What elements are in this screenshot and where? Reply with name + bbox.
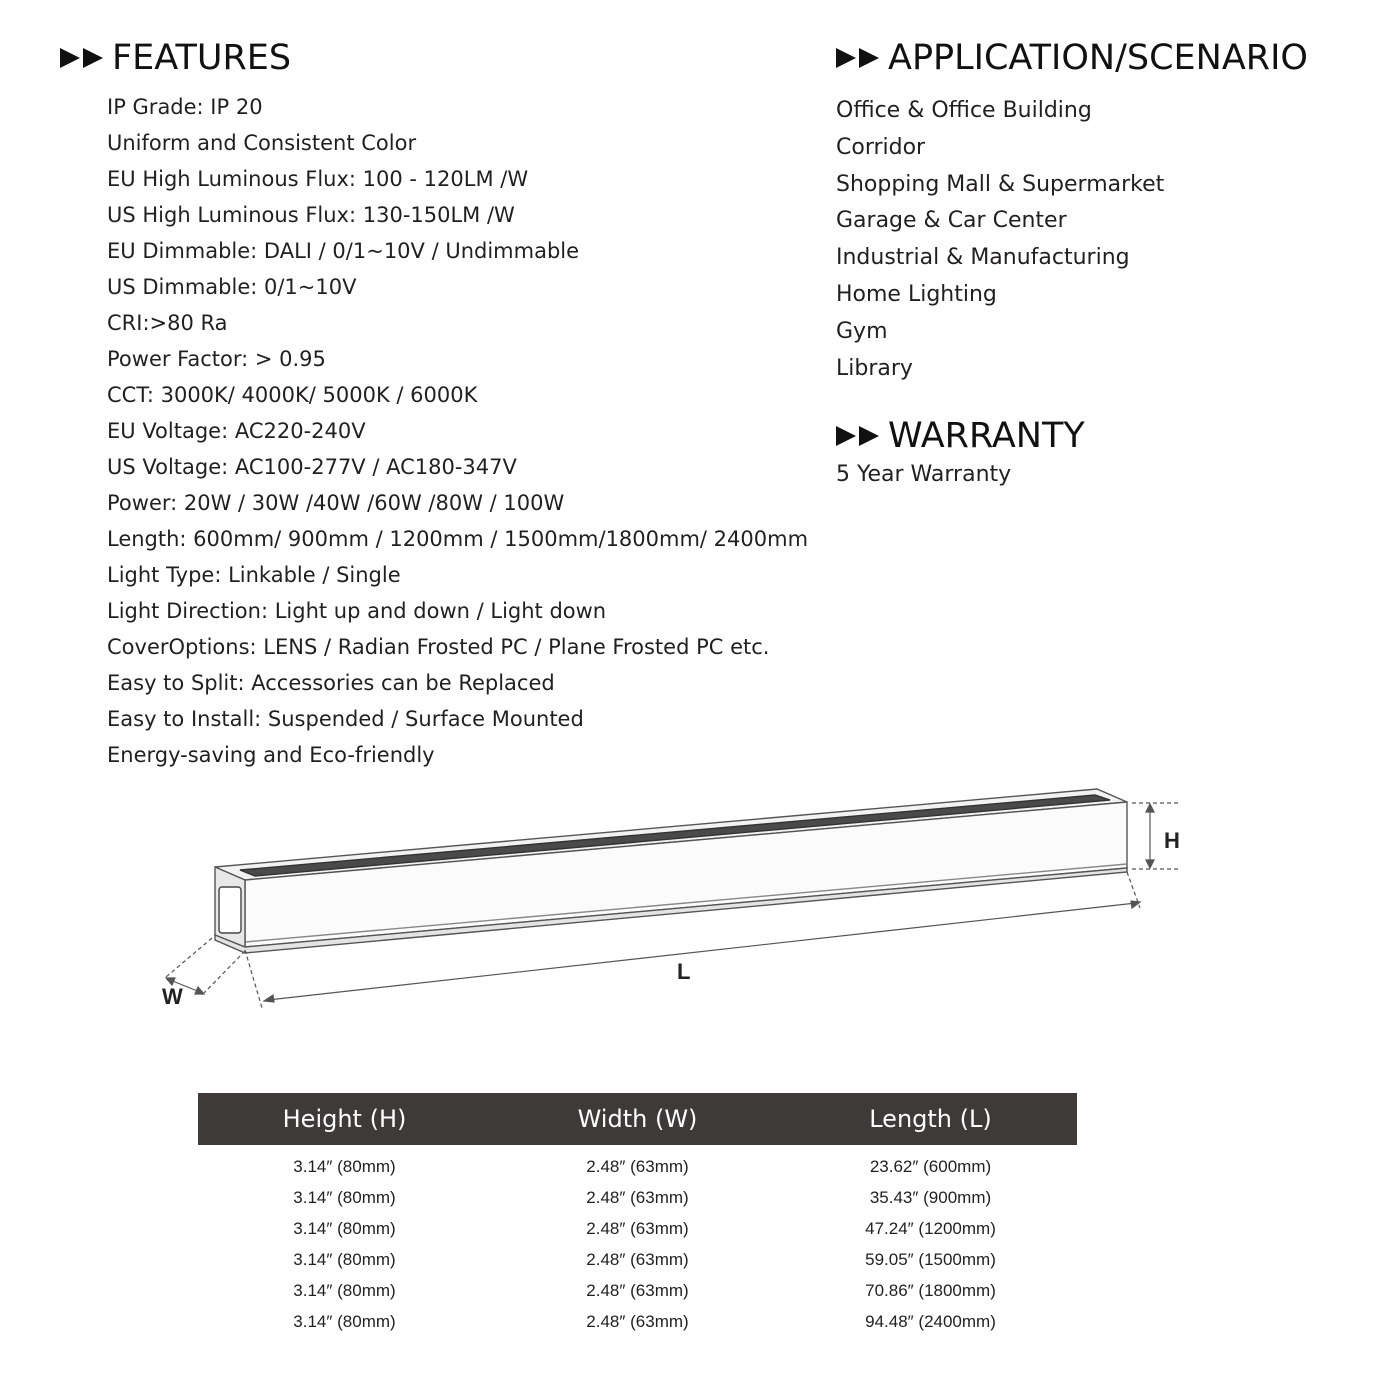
table-row: [198, 1182, 1077, 1213]
cell-length: 59.05″ (1500mm): [865, 1249, 996, 1269]
cell-width: 2.48″ (63mm): [586, 1156, 689, 1176]
header-height: Height (H): [198, 1093, 491, 1145]
cell-height: 3.14″ (80mm): [293, 1187, 396, 1207]
features-list: [107, 89, 808, 773]
cell-width: 2.48″ (63mm): [586, 1187, 689, 1207]
feature-item: US Voltage: AC100-277V / AC180-347V: [107, 455, 517, 479]
table-row: [198, 1275, 1077, 1306]
application-item: Garage & Car Center: [836, 208, 1067, 234]
feature-item: EU Dimmable: DALI / 0/1~10V / Undimmable: [107, 239, 580, 263]
application-heading: [836, 38, 1308, 78]
feature-item: Easy to Install: Suspended / Surface Mounted: [107, 707, 584, 731]
cell-height: 3.14″ (80mm): [293, 1218, 396, 1238]
feature-item: EU Voltage: AC220-240V: [107, 419, 366, 443]
warranty-text: 5 Year Warranty: [836, 462, 1012, 487]
features-heading: [60, 38, 291, 78]
feature-item: Energy-saving and Eco-friendly: [107, 743, 435, 767]
cell-height: 3.14″ (80mm): [293, 1249, 396, 1269]
cell-length: 23.62″ (600mm): [869, 1156, 992, 1176]
header-length: Length (L): [784, 1093, 1077, 1145]
application-item: Office & Office Building: [836, 98, 1092, 123]
fixture-end-cap-inset: [219, 887, 241, 933]
double-arrow-icon: [836, 48, 882, 68]
features-title: FEATURES: [112, 38, 292, 78]
cell-length: 70.86″ (1800mm): [865, 1280, 996, 1300]
warranty-heading: [836, 416, 1085, 456]
cell-width: 2.48″ (63mm): [586, 1249, 689, 1269]
header-width: Width (W): [491, 1093, 784, 1145]
feature-item: EU High Luminous Flux: 100 - 120LM /W: [107, 167, 529, 191]
application-title: APPLICATION/SCENARIO: [888, 38, 1308, 78]
table-row: [198, 1213, 1077, 1244]
table-row: [198, 1244, 1077, 1275]
feature-item: IP Grade: IP 20: [107, 95, 263, 119]
feature-item: Light Type: Linkable / Single: [107, 563, 401, 587]
feature-item: Power: 20W / 30W /40W /60W /80W / 100W: [107, 491, 565, 515]
product-dimension-diagram: [0, 780, 1384, 1040]
height-label: H: [1164, 828, 1180, 853]
table-row: [198, 1306, 1077, 1337]
feature-item: Easy to Split: Accessories can be Replaced: [107, 671, 555, 695]
feature-item: Light Direction: Light up and down / Light down: [107, 599, 607, 623]
double-arrow-icon: [836, 426, 882, 446]
double-arrow-icon: [60, 48, 106, 68]
feature-item: US High Luminous Flux: 130-150LM /W: [107, 203, 515, 227]
feature-item: CRI:>80 Ra: [107, 311, 228, 335]
application-item: Shopping Mall & Supermarket: [836, 171, 1165, 197]
linear-light-fixture: [215, 789, 1127, 953]
feature-item: US Dimmable: 0/1~10V: [107, 275, 357, 299]
table-header-row: [198, 1093, 1077, 1145]
application-item: Gym: [836, 318, 888, 344]
feature-item: Power Factor: > 0.95: [107, 347, 326, 371]
cell-width: 2.48″ (63mm): [586, 1311, 689, 1331]
cell-width: 2.48″ (63mm): [586, 1280, 689, 1300]
cell-height: 3.14″ (80mm): [293, 1280, 396, 1300]
cell-length: 47.24″ (1200mm): [865, 1218, 996, 1238]
cell-height: 3.14″ (80mm): [293, 1311, 396, 1331]
width-label: W: [162, 984, 183, 1009]
application-list: [836, 93, 1164, 387]
cell-length: 35.43″ (900mm): [869, 1187, 992, 1207]
application-item: Library: [836, 355, 913, 381]
length-label: L: [677, 959, 691, 984]
feature-item: Length: 600mm/ 900mm / 1200mm / 1500mm/1800mm/ 2400mm: [107, 527, 809, 551]
cell-height: 3.14″ (80mm): [293, 1156, 396, 1176]
warranty-title: WARRANTY: [888, 416, 1085, 456]
feature-item: Uniform and Consistent Color: [107, 131, 417, 155]
application-item: Corridor: [836, 134, 926, 160]
application-item: Home Lighting: [836, 281, 997, 307]
feature-item: CCT: 3000K/ 4000K/ 5000K / 6000K: [107, 383, 478, 407]
feature-item: CoverOptions: LENS / Radian Frosted PC / Plane Frosted PC etc.: [107, 635, 770, 659]
application-item: Industrial & Manufacturing: [836, 245, 1130, 271]
dimension-table: [198, 1093, 1077, 1337]
fixture-front-face: [245, 802, 1127, 947]
cell-length: 94.48″ (2400mm): [865, 1311, 996, 1331]
cell-width: 2.48″ (63mm): [586, 1218, 689, 1238]
table-row: [198, 1145, 1077, 1182]
